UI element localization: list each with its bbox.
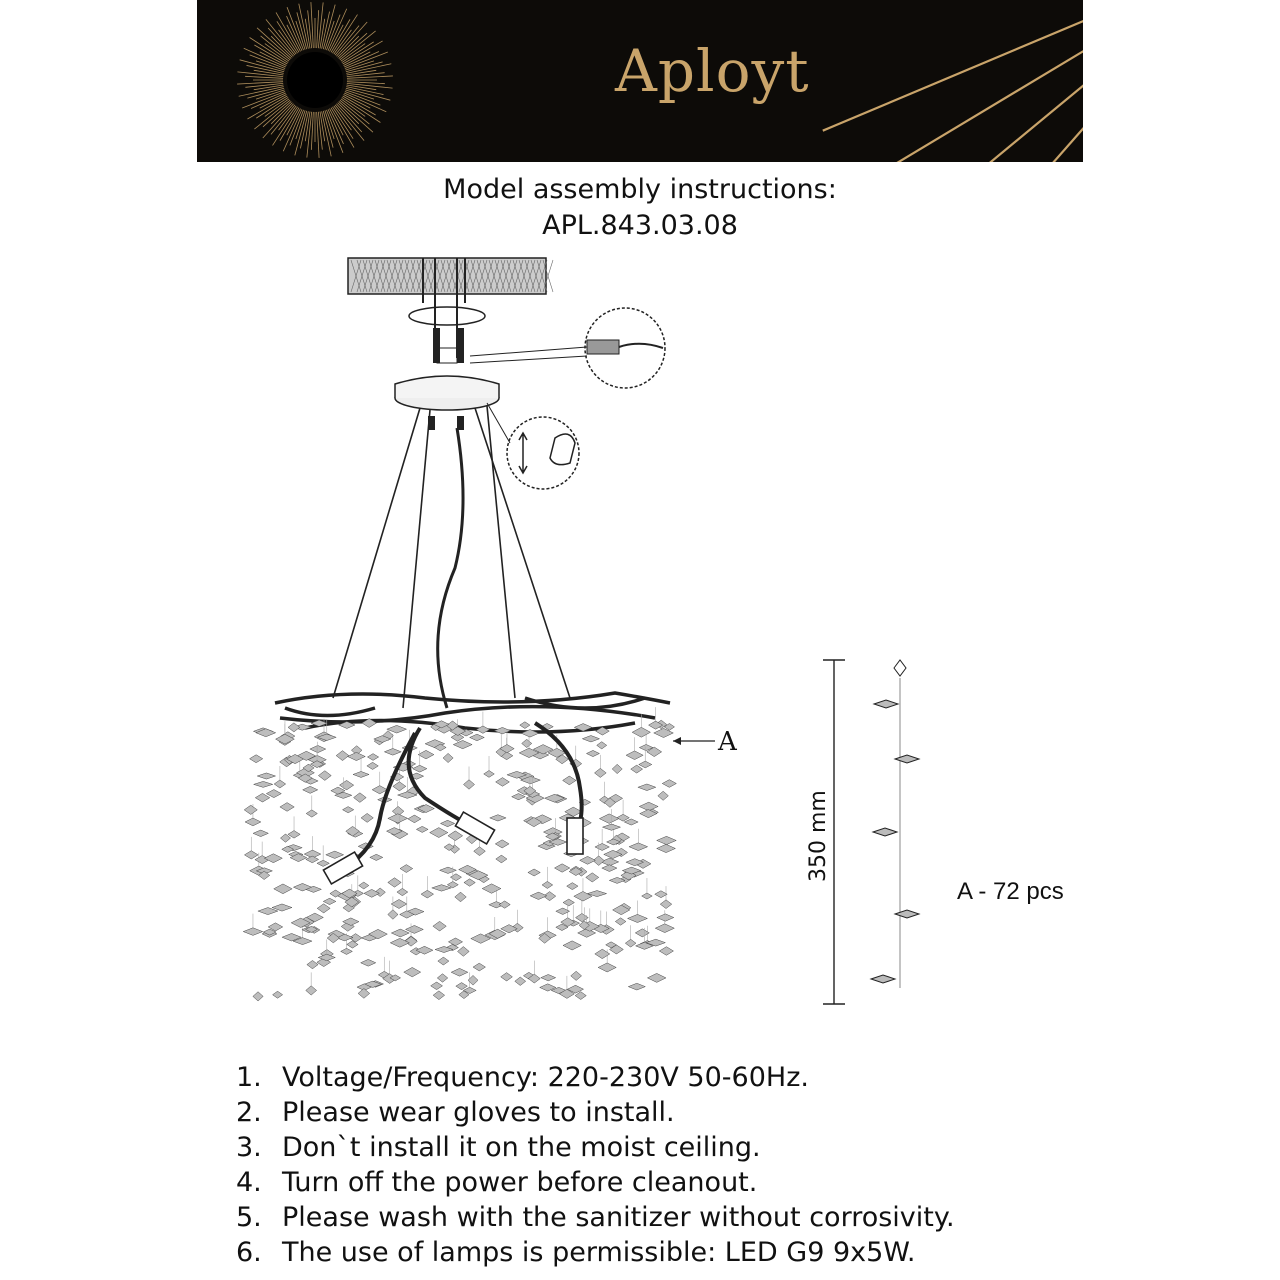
crystal: [499, 901, 510, 908]
crystal: [594, 768, 606, 777]
crystal: [563, 776, 576, 785]
crystal: [501, 973, 513, 981]
crystal: [318, 771, 331, 781]
crystal: [245, 818, 261, 826]
lamp-socket: [567, 818, 583, 854]
crystal: [361, 959, 376, 966]
crystal: [530, 892, 547, 899]
crystal: [448, 938, 462, 946]
crystal: [303, 786, 318, 793]
crystal: [575, 913, 588, 921]
parts-count: A - 72 pcs: [957, 878, 1064, 905]
dimension-label: 350 mm: [806, 790, 831, 882]
crystal: [393, 782, 406, 791]
crystal: [657, 844, 676, 852]
crystal-cluster: [243, 707, 676, 1001]
crystal: [554, 864, 569, 872]
crystal: [871, 975, 895, 983]
crystal: [895, 755, 919, 763]
crystal: [520, 722, 530, 729]
crystal: [464, 879, 475, 887]
crystal: [433, 921, 446, 931]
list-item: 5. Please wash with the sanitizer without corrosivity.: [236, 1202, 955, 1233]
crystal: [387, 725, 407, 733]
crystal: [306, 810, 317, 817]
mounting-bracket: [409, 307, 485, 325]
crystal: [626, 751, 643, 760]
crystal: [438, 957, 449, 965]
crystal: [367, 762, 378, 769]
crystal: [306, 856, 319, 863]
crystal: [602, 865, 617, 872]
crystal: [413, 765, 427, 772]
crystal: [244, 805, 257, 814]
crystal: [384, 748, 401, 755]
crystal: [515, 977, 526, 986]
crystal: [391, 899, 407, 908]
brand-banner: [197, 0, 1083, 162]
crystal: [484, 771, 495, 778]
crystal: [571, 971, 582, 980]
crystal: [326, 851, 344, 858]
crystal: [243, 928, 262, 936]
crystal: [639, 761, 652, 768]
crystal: [430, 828, 448, 838]
crystal: [437, 974, 448, 982]
crystal: [370, 854, 383, 860]
crystal: [482, 884, 501, 893]
crystal: [598, 963, 616, 972]
crystal: [657, 914, 674, 921]
crystal: [443, 753, 453, 762]
crystal: [873, 828, 897, 836]
crystal: [257, 773, 275, 779]
crystal: [273, 991, 283, 998]
crystal: [450, 874, 461, 881]
crystal: [354, 793, 367, 803]
crystal: [597, 742, 607, 749]
crystal: [470, 734, 485, 741]
height-adjust-detail: [507, 417, 579, 489]
crystal: [266, 790, 281, 798]
crystal: [391, 929, 409, 937]
crystal: [563, 899, 574, 906]
crystal: [418, 750, 434, 759]
assembly-diagram: [225, 228, 985, 1028]
crystal: [655, 891, 667, 898]
crystal: [625, 939, 636, 947]
crystal: [323, 898, 336, 904]
crystal: [310, 745, 326, 752]
crystal: [255, 793, 269, 802]
crystal: [580, 856, 596, 864]
crystal: [567, 883, 578, 890]
crystal: [617, 814, 629, 821]
crystal: [250, 755, 263, 763]
crystal: [408, 815, 421, 823]
crystal: [542, 881, 553, 888]
crystal: [476, 726, 489, 733]
crystal: [440, 820, 454, 826]
crystal: [359, 882, 369, 889]
crystal: [563, 941, 581, 950]
crystal: [254, 781, 273, 787]
crystal: [512, 794, 526, 800]
crystal: [595, 843, 609, 850]
crystal: [638, 784, 656, 791]
crystal: [495, 840, 509, 848]
crystal: [662, 780, 676, 788]
crystal: [433, 991, 445, 1000]
crystal: [288, 831, 300, 839]
crystal: [631, 765, 643, 773]
crystal: [274, 884, 292, 894]
list-item: 1. Voltage/Frequency: 220-230V 50-60Hz.: [236, 1062, 809, 1093]
crystal: [575, 992, 586, 1000]
crystal-strand: [871, 660, 919, 988]
crystal: [615, 918, 626, 925]
crystal: [388, 814, 408, 823]
list-item: 2. Please wear gloves to install.: [236, 1097, 675, 1128]
crystal: [388, 878, 401, 887]
crystal: [353, 771, 369, 777]
crystal: [421, 890, 434, 898]
crystal: [541, 974, 556, 980]
crystal: [448, 831, 463, 841]
crystal: [601, 858, 619, 866]
crystal: [660, 900, 672, 909]
crystal: [339, 780, 353, 790]
branch-frame: [275, 693, 670, 732]
crystal: [522, 739, 532, 747]
crystal: [659, 947, 673, 956]
crystal: [655, 924, 674, 933]
crystal: [400, 865, 413, 873]
list-item: 4. Turn off the power before cleanout.: [236, 1167, 758, 1198]
crystal: [624, 819, 638, 825]
crystal: [451, 968, 468, 976]
crystal: [586, 873, 599, 882]
crystal: [358, 988, 370, 998]
crystal: [307, 960, 318, 968]
title-line: Model assembly instructions:: [443, 174, 837, 205]
crystal: [874, 700, 898, 708]
crystal: [582, 736, 599, 742]
crystal: [288, 723, 300, 732]
crystal: [317, 904, 330, 913]
crystal: [361, 813, 373, 822]
crystal: [628, 914, 648, 922]
crystal: [658, 791, 669, 800]
crystal: [496, 778, 510, 787]
lamp-socket: [323, 852, 362, 884]
crystal: [595, 949, 610, 959]
crystal: [280, 803, 294, 812]
crystal: [642, 893, 653, 899]
crystal: [453, 740, 472, 748]
list-item: 3. Don`t install it on the moist ceiling.: [236, 1132, 761, 1163]
crystal: [244, 851, 258, 859]
crystal: [632, 727, 650, 737]
crystal: [440, 867, 457, 873]
crystal: [253, 992, 263, 1001]
crystal: [628, 983, 645, 990]
crystal: [347, 941, 358, 948]
crystal: [602, 824, 620, 830]
crystal: [253, 830, 268, 837]
crystal: [647, 973, 666, 982]
crystal: [895, 910, 919, 918]
crystal: [342, 807, 353, 813]
crystal: [264, 854, 282, 863]
crystal: [317, 860, 329, 866]
crystal: [490, 815, 506, 821]
crystal: [528, 869, 540, 876]
crystal: [629, 843, 648, 851]
brand-logo: Aployt: [615, 37, 810, 105]
crystal: [274, 780, 286, 788]
branch: [275, 693, 670, 703]
crystal: [306, 986, 317, 995]
crystal: [388, 910, 398, 920]
crystal: [405, 925, 423, 933]
crystal: [348, 752, 366, 760]
crystal: [586, 750, 599, 756]
crystal: [496, 855, 507, 863]
crystal: [341, 948, 353, 954]
crystal: [416, 826, 428, 832]
crystal: [473, 963, 485, 971]
crystal: [432, 885, 451, 891]
crystal: [456, 983, 468, 990]
crystal: [397, 888, 408, 895]
crystal: [612, 764, 622, 773]
crystal: [599, 814, 618, 824]
crystal: [431, 982, 443, 990]
list-item: 6. The use of lamps is permissible: LED G9 9x5W.: [236, 1237, 916, 1268]
crystal: [458, 947, 470, 957]
crystal: [464, 780, 475, 789]
callout-label: A: [718, 727, 737, 757]
instruction-list: [236, 1060, 955, 1270]
crystal: [404, 967, 421, 976]
model-code: APL.843.03.08: [542, 210, 738, 241]
crystal: [657, 836, 677, 844]
crystal: [367, 754, 378, 761]
crystal: [474, 847, 486, 856]
crystal: [336, 751, 349, 761]
crystal: [455, 892, 466, 902]
